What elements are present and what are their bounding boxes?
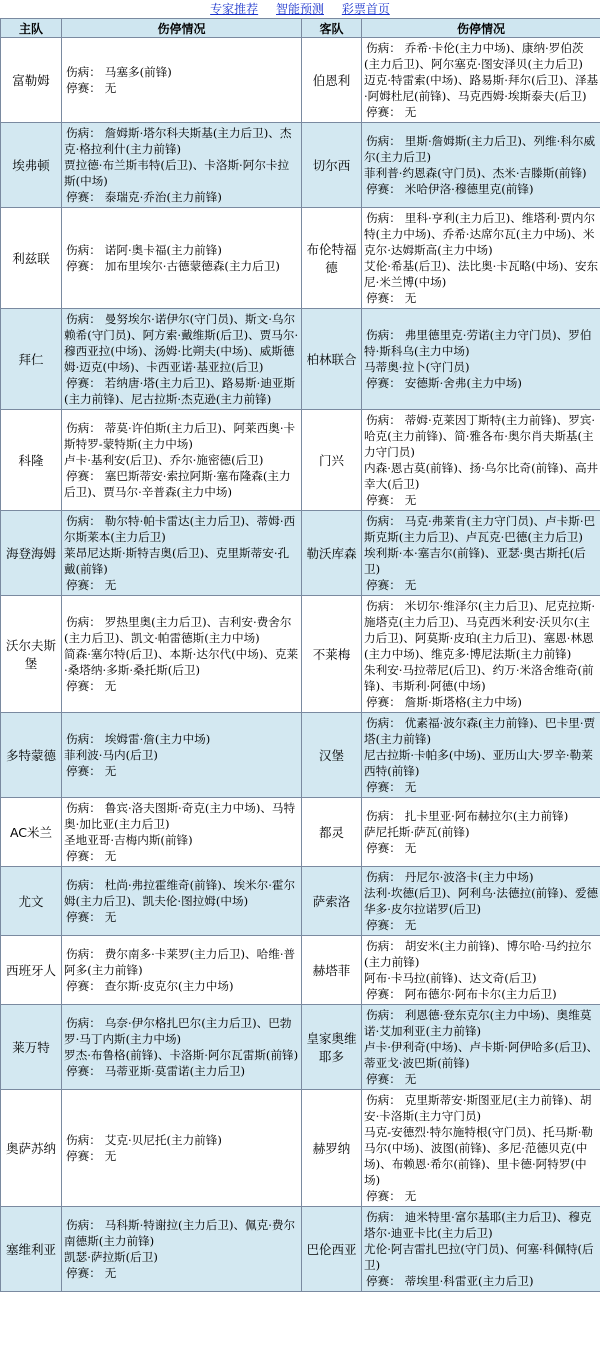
- suspension-players: 蒂埃里·科雷亚(主力后卫): [404, 1274, 534, 1288]
- injury-line: [64, 125, 300, 157]
- suspension-line: [364, 1188, 599, 1204]
- suspension-label: 停赛：: [66, 81, 101, 95]
- injury-players: 艾伦·希基(后卫)、法比奥·卡瓦略(中场)、安东尼·米兰博(中场): [364, 259, 599, 289]
- injury-line: [64, 747, 300, 763]
- injury-label: 伤病：: [366, 211, 401, 225]
- suspension-label: 停赛：: [366, 376, 401, 390]
- away-team-name: 伯恩利: [302, 38, 362, 123]
- injury-players: 丹尼尔·波洛卡(主力中场): [404, 870, 534, 884]
- home-injury-info: [62, 511, 302, 596]
- injury-players: 埃姆雷·詹(主力中场): [104, 732, 211, 746]
- suspension-label: 停赛：: [366, 291, 401, 305]
- suspension-label: 停赛：: [366, 105, 401, 119]
- injury-players: 扎卡里亚·阿布赫拉尔(主力前锋): [404, 809, 569, 823]
- away-injury-info: [362, 1090, 600, 1207]
- injury-line: [64, 1132, 300, 1148]
- header-away-team: 客队: [302, 19, 362, 38]
- suspension-line: [364, 840, 599, 856]
- header-home-info: 伤停情况: [62, 19, 302, 38]
- suspension-label: 停赛：: [366, 493, 401, 507]
- suspension-line: [64, 763, 300, 779]
- injury-players: 贾拉德·布兰斯韦特(后卫)、卡洛斯·阿尔卡拉斯(中场): [64, 158, 290, 188]
- injury-players: 克里斯蒂安·斯图亚尼(主力前锋)、胡安·卡洛斯(主力守门员): [364, 1093, 592, 1123]
- injury-players: 马蒂奥·拉卜(守门员): [364, 360, 470, 374]
- injury-line: [64, 545, 300, 577]
- injury-line: [64, 157, 300, 189]
- suspension-label: 停赛：: [66, 259, 101, 273]
- top-nav: [0, 0, 600, 18]
- suspension-label: 停赛：: [366, 1274, 401, 1288]
- suspension-label: 停赛：: [66, 679, 101, 693]
- home-injury-info: [62, 596, 302, 713]
- injury-players: 优素福·波尔森(主力前锋)、巴卡里·贾塔(主力前锋): [364, 716, 596, 746]
- home-injury-info: [62, 1207, 302, 1292]
- injury-players: 尼古拉斯·卡帕多(中场)、亚历山大·罗辛·勒莱西特(前锋): [364, 748, 593, 778]
- injury-players: 简森·塞尔特(后卫)、本斯·达尔代(中场)、克莱·桑塔纳·多斯·桑托斯(后卫): [64, 647, 299, 677]
- suspension-players: 塞巴斯蒂安·索拉阿斯·塞布隆森(主力后卫)、贾马尔·辛普森(主力中场): [64, 469, 291, 499]
- injury-players: 凯瑟·萨拉斯(后卫): [64, 1250, 158, 1264]
- home-team-name: 沃尔夫斯堡: [1, 596, 62, 713]
- suspension-players: 无: [404, 1072, 417, 1086]
- away-team-name: 汉堡: [302, 713, 362, 798]
- injury-players: 卢卡·基利安(后卫)、乔尔·施密德(后卫): [64, 453, 264, 467]
- suspension-line: [364, 1071, 599, 1087]
- home-injury-info: [62, 208, 302, 309]
- suspension-line: [364, 1273, 599, 1289]
- injury-players: 胡安米(主力前锋)、博尔哈·马约拉尔(主力前锋): [364, 939, 592, 969]
- suspension-label: 停赛：: [66, 376, 101, 390]
- suspension-players: 无: [104, 679, 117, 693]
- injury-line: [364, 133, 599, 165]
- injury-label: 伤病：: [66, 421, 101, 435]
- injury-line: [364, 210, 599, 258]
- suspension-label: 停赛：: [66, 1149, 101, 1163]
- suspension-players: 无: [404, 493, 417, 507]
- away-team-name: 不莱梅: [302, 596, 362, 713]
- table-row: [1, 936, 600, 1005]
- away-team-name: 皇家奥维耶多: [302, 1005, 362, 1090]
- injury-label: 伤病：: [66, 1218, 101, 1232]
- injury-players: 阿布·卡马拉(前锋)、达文奇(后卫): [364, 971, 537, 985]
- injury-line: [64, 946, 300, 978]
- suspension-label: 停赛：: [366, 1072, 401, 1086]
- suspension-line: [64, 375, 300, 407]
- suspension-players: 米哈伊洛·穆德里克(前锋): [404, 182, 534, 196]
- suspension-line: [64, 189, 300, 205]
- injury-players: 卢卡·伊利奇(中场)、卢卡斯·阿伊哈多(后卫)、蒂亚戈·波巴斯(前锋): [364, 1040, 599, 1070]
- home-team-name: AC米兰: [1, 798, 62, 867]
- suspension-line: [64, 909, 300, 925]
- table-header-row: [1, 19, 600, 38]
- injury-line: [364, 165, 599, 181]
- injury-label: 伤病：: [366, 599, 401, 613]
- injury-label: 伤病：: [66, 615, 101, 629]
- injury-line: [64, 1047, 300, 1063]
- away-injury-info: [362, 713, 600, 798]
- injury-line: [64, 832, 300, 848]
- injury-players: 勒尔特·帕卡雷达(主力后卫)、蒂姆·西尔斯莱本(主力后卫): [64, 514, 296, 544]
- home-team-name: 富勒姆: [1, 38, 62, 123]
- injury-players: 法利·坎德(后卫)、阿利乌·法德拉(前锋)、爱德华多·皮尔拉诺罗(后卫): [364, 886, 599, 916]
- away-team-name: 柏林联合: [302, 309, 362, 410]
- injury-line: [64, 64, 300, 80]
- injury-players: 菲利普·约恩森(守门员)、杰米·吉滕斯(前锋): [364, 166, 587, 180]
- injury-label: 伤病：: [366, 1008, 401, 1022]
- away-injury-info: [362, 936, 600, 1005]
- injury-players: 蒂姆·克莱因丁斯特(主力前锋)、罗宾·哈克(主力前锋)、简·雅各布·奥尔肖夫斯基(主力守门员): [364, 413, 596, 459]
- table-row: [1, 123, 600, 208]
- suspension-line: [364, 917, 599, 933]
- injury-label: 伤病：: [366, 1093, 401, 1107]
- injury-label: 伤病：: [366, 939, 401, 953]
- injury-line: [364, 40, 599, 72]
- injury-players: 迪米特里·富尔基耶(主力后卫)、穆克塔尔·迪亚卡比(主力后卫): [364, 1210, 592, 1240]
- injury-line: [64, 420, 300, 452]
- table-row: [1, 1207, 600, 1292]
- injury-line: [364, 72, 599, 104]
- injury-line: [64, 731, 300, 747]
- injury-players: 艾克·贝尼托(主力前锋): [104, 1133, 222, 1147]
- suspension-label: 停赛：: [366, 182, 401, 196]
- suspension-label: 停赛：: [366, 695, 401, 709]
- injury-line: [364, 359, 599, 375]
- suspension-line: [64, 80, 300, 96]
- home-team-name: 莱万特: [1, 1005, 62, 1090]
- injury-label: 伤病：: [66, 126, 101, 140]
- injury-label: 伤病：: [66, 947, 101, 961]
- table-row: [1, 410, 600, 511]
- home-team-name: 多特蒙德: [1, 713, 62, 798]
- suspension-label: 停赛：: [366, 841, 401, 855]
- injury-line: [364, 1039, 599, 1071]
- table-row: [1, 867, 600, 936]
- injury-players: 马克·弗莱肯(主力守门员)、卢卡斯·巴斯克斯(主力后卫)、卢瓦克·巴德(主力后卫): [364, 514, 596, 544]
- injury-players: 罗杰·布鲁格(前锋)、卡洛斯·阿尔瓦雷斯(前锋): [64, 1048, 299, 1062]
- injury-label: 伤病：: [66, 1016, 101, 1030]
- away-team-name: 赫塔菲: [302, 936, 362, 1005]
- injury-label: 伤病：: [366, 809, 401, 823]
- injury-players: 里科·亨利(主力后卫)、维塔利·贾内尔特(主力中场)、乔希·达席尔瓦(主力中场)、米克尔·达姆斯高(主力中场): [364, 211, 596, 257]
- injury-label: 伤病：: [366, 134, 401, 148]
- away-team-name: 都灵: [302, 798, 362, 867]
- injury-line: [364, 938, 599, 970]
- injury-line: [364, 1209, 599, 1241]
- injury-players: 蒂莫·许伯斯(主力后卫)、阿莱西奥·卡斯特罗-蒙特斯(主力中场): [64, 421, 296, 451]
- home-team-name: 埃弗顿: [1, 123, 62, 208]
- suspension-players: 无: [404, 841, 417, 855]
- injury-line: [364, 412, 599, 460]
- home-team-name: 拜仁: [1, 309, 62, 410]
- away-injury-info: [362, 511, 600, 596]
- suspension-line: [64, 468, 300, 500]
- suspension-line: [364, 104, 599, 120]
- table-row: [1, 713, 600, 798]
- injury-line: [364, 545, 599, 577]
- suspension-line: [364, 375, 599, 391]
- injury-label: 伤病：: [366, 870, 401, 884]
- away-team-name: 勒沃库森: [302, 511, 362, 596]
- away-injury-info: [362, 309, 600, 410]
- injury-players: 利恩德·登东克尔(主力中场)、奥维莫诺·艾加利亚(主力前锋): [364, 1008, 592, 1038]
- injury-line: [364, 869, 599, 885]
- injury-players: 埃利斯·本·塞吉尔(前锋)、亚瑟·奥古斯托(后卫): [364, 546, 586, 576]
- injury-label: 伤病：: [66, 878, 101, 892]
- suspension-players: 詹斯·斯塔格(主力中场): [404, 695, 522, 709]
- injury-line: [364, 1124, 599, 1188]
- suspension-players: 无: [404, 105, 417, 119]
- injury-line: [364, 715, 599, 747]
- injury-players: 费尔南多·卡莱罗(主力后卫)、哈维·普阿多(主力前锋): [64, 947, 296, 977]
- nav-link-lottery-home[interactable]: 彩票首页: [341, 2, 390, 16]
- injury-line: [364, 662, 599, 694]
- injury-line: [364, 258, 599, 290]
- home-injury-info: [62, 798, 302, 867]
- table-row: [1, 511, 600, 596]
- suspension-line: [364, 694, 599, 710]
- suspension-line: [64, 577, 300, 593]
- suspension-players: 无: [404, 1189, 417, 1203]
- home-team-name: 科隆: [1, 410, 62, 511]
- home-team-name: 塞维利亚: [1, 1207, 62, 1292]
- injury-players: 马科斯·特谢拉(主力后卫)、佩克·费尔南德斯(主力前锋): [64, 1218, 296, 1248]
- injury-line: [364, 598, 599, 662]
- nav-link-expert[interactable]: 专家推荐: [210, 2, 259, 16]
- suspension-players: 安德斯·舍弗(主力中场): [404, 376, 522, 390]
- suspension-line: [364, 577, 599, 593]
- suspension-line: [364, 290, 599, 306]
- away-injury-info: [362, 1005, 600, 1090]
- away-team-name: 赫罗纳: [302, 1090, 362, 1207]
- injury-line: [64, 311, 300, 375]
- away-injury-info: [362, 123, 600, 208]
- away-injury-info: [362, 410, 600, 511]
- table-row: [1, 208, 600, 309]
- suspension-players: 加布里埃尔·古德蒙德森(主力后卫): [104, 259, 280, 273]
- home-injury-info: [62, 410, 302, 511]
- injury-line: [364, 460, 599, 492]
- table-row: [1, 798, 600, 867]
- suspension-label: 停赛：: [366, 578, 401, 592]
- away-team-name: 门兴: [302, 410, 362, 511]
- home-injury-info: [62, 713, 302, 798]
- table-row: [1, 38, 600, 123]
- suspension-players: 无: [104, 1266, 117, 1280]
- injury-label: 伤病：: [366, 328, 401, 342]
- injury-players: 弗里德里克·劳诺(主力守门员)、罗伯特·斯科乌(主力中场): [364, 328, 592, 358]
- injury-line: [364, 1007, 599, 1039]
- suspension-line: [64, 848, 300, 864]
- suspension-label: 停赛：: [366, 780, 401, 794]
- injury-line: [64, 646, 300, 678]
- suspension-line: [64, 1063, 300, 1079]
- suspension-line: [64, 258, 300, 274]
- injury-players: 詹姆斯·塔尔科夫斯基(主力后卫)、杰克·格拉利什(主力前锋): [64, 126, 292, 156]
- table-row: [1, 1090, 600, 1207]
- away-injury-info: [362, 1207, 600, 1292]
- suspension-label: 停赛：: [66, 979, 101, 993]
- suspension-label: 停赛：: [66, 578, 101, 592]
- injury-line: [364, 747, 599, 779]
- injury-label: 伤病：: [366, 1210, 401, 1224]
- injury-label: 伤病：: [366, 413, 401, 427]
- injury-line: [364, 970, 599, 986]
- suspension-players: 阿布德尔·阿布卡尔(主力后卫): [404, 987, 557, 1001]
- injury-line: [64, 452, 300, 468]
- home-team-name: 奥萨苏纳: [1, 1090, 62, 1207]
- table-row: [1, 596, 600, 713]
- injury-label: 伤病：: [66, 312, 101, 326]
- injury-players: 乔希·卡伦(主力中场)、康纳·罗伯茨(主力后卫)、阿尔塞克·图安泽贝(主力后卫): [364, 41, 584, 71]
- injury-line: [64, 614, 300, 646]
- injury-players: 莱昂尼达斯·斯特吉奥(后卫)、克里斯蒂安·孔戴(前锋): [64, 546, 290, 576]
- suspension-label: 停赛：: [366, 918, 401, 932]
- home-team-name: 西班牙人: [1, 936, 62, 1005]
- injury-line: [64, 242, 300, 258]
- table-body: [1, 38, 600, 1292]
- suspension-players: 无: [104, 578, 117, 592]
- nav-link-prediction[interactable]: 智能预测: [275, 2, 324, 16]
- suspension-players: 马蒂亚斯·莫雷诺(主力后卫): [104, 1064, 246, 1078]
- home-team-name: 海登海姆: [1, 511, 62, 596]
- injury-line: [64, 1249, 300, 1265]
- injury-players: 鲁宾·洛夫图斯·奇克(主力中场)、马特奥·加比亚(主力后卫): [64, 801, 296, 831]
- suspension-players: 无: [404, 780, 417, 794]
- injury-line: [64, 1015, 300, 1047]
- suspension-players: 无: [104, 81, 117, 95]
- injury-label: 伤病：: [66, 243, 101, 257]
- injury-label: 伤病：: [66, 1133, 101, 1147]
- suspension-players: 泰瑞克·乔治(主力前锋): [104, 190, 222, 204]
- injury-line: [64, 513, 300, 545]
- suspension-label: 停赛：: [66, 764, 101, 778]
- injury-label: 伤病：: [366, 514, 401, 528]
- suspension-players: 无: [404, 291, 417, 305]
- suspension-label: 停赛：: [66, 1064, 101, 1078]
- away-injury-info: [362, 867, 600, 936]
- injury-players: 圣地亚哥·吉梅内斯(前锋): [64, 833, 193, 847]
- injury-label: 伤病：: [366, 716, 401, 730]
- home-injury-info: [62, 309, 302, 410]
- suspension-line: [364, 181, 599, 197]
- injury-label: 伤病：: [66, 514, 101, 528]
- suspension-players: 无: [104, 849, 117, 863]
- suspension-line: [64, 978, 300, 994]
- injury-line: [364, 1241, 599, 1273]
- suspension-players: 无: [104, 910, 117, 924]
- injury-players: 罗热里奥(主力后卫)、吉利安·费舍尔(主力后卫)、凯文·帕雷德斯(主力中场): [64, 615, 292, 645]
- injury-players: 马塞多(前锋): [104, 65, 172, 79]
- injury-players: 米切尔·维泽尔(主力后卫)、尼克拉斯·施塔克(主力后卫)、马克西米利安·沃贝尔(主力后卫)、阿莫斯·皮珀(主力后卫)、塞恩·林恩(主力中场)、维克多·博尼法斯(主力前锋): [364, 599, 596, 661]
- header-home-team: 主队: [1, 19, 62, 38]
- suspension-players: 无: [404, 578, 417, 592]
- home-injury-info: [62, 867, 302, 936]
- injury-players: 内森·恩古莫(前锋)、扬·乌尔比奇(前锋)、高井幸大(后卫): [364, 461, 599, 491]
- suspension-label: 停赛：: [66, 190, 101, 204]
- injury-label: 伤病：: [66, 801, 101, 815]
- injury-line: [364, 824, 599, 840]
- suspension-players: 无: [104, 1149, 117, 1163]
- injury-line: [364, 327, 599, 359]
- injury-label: 伤病：: [366, 41, 401, 55]
- suspension-label: 停赛：: [66, 1266, 101, 1280]
- suspension-label: 停赛：: [366, 987, 401, 1001]
- injury-line: [64, 1217, 300, 1249]
- suspension-label: 停赛：: [366, 1189, 401, 1203]
- injury-line: [64, 800, 300, 832]
- injury-line: [64, 877, 300, 909]
- suspension-players: 无: [104, 764, 117, 778]
- injury-players: 马克-安德烈·特尔施特根(守门员)、托马斯·勒马尔(中场)、波图(前锋)、多尼·范德贝克(中场)、布赖恩·希尔(前锋)、里卡德·阿特罗(中场): [364, 1125, 594, 1187]
- home-injury-info: [62, 936, 302, 1005]
- injury-line: [364, 1092, 599, 1124]
- injury-line: [364, 885, 599, 917]
- suspension-label: 停赛：: [66, 910, 101, 924]
- away-team-name: 切尔西: [302, 123, 362, 208]
- suspension-line: [364, 986, 599, 1002]
- injury-line: [364, 513, 599, 545]
- suspension-label: 停赛：: [66, 469, 101, 483]
- suspension-players: 查尔斯·皮克尔(主力中场): [104, 979, 234, 993]
- injury-players: 诺阿·奥卡福(主力前锋): [104, 243, 222, 257]
- injury-players: 曼努埃尔·诺伊尔(守门员)、斯文·乌尔赖希(守门员)、阿方索·戴维斯(后卫)、贾马尔·穆西亚拉(中场)、汤姆·比朔夫(中场)、威斯德姆·迈克(中场)、卡西亚诺·基亚拉(后卫): [64, 312, 299, 374]
- injury-players: 乌奈·伊尔格扎巴尔(主力后卫)、巴勃罗·马丁内斯(主力中场): [64, 1016, 292, 1046]
- injury-players: 杜尚·弗拉霍维奇(前锋)、埃米尔·霍尔姆(主力后卫)、凯夫伦·图拉姆(中场): [64, 878, 296, 908]
- suspension-line: [364, 492, 599, 508]
- table-row: [1, 309, 600, 410]
- injury-players: 迈克·特雷索(中场)、路易斯·拜尔(后卫)、泽基·阿姆杜尼(前锋)、马克西姆·埃斯泰夫(后卫): [364, 73, 599, 103]
- injury-table: [0, 18, 600, 1292]
- suspension-line: [64, 678, 300, 694]
- home-injury-info: [62, 38, 302, 123]
- suspension-line: [364, 779, 599, 795]
- injury-players: 萨尼托斯·萨瓦(前锋): [364, 825, 470, 839]
- away-team-name: 巴伦西亚: [302, 1207, 362, 1292]
- away-injury-info: [362, 596, 600, 713]
- suspension-line: [64, 1265, 300, 1281]
- home-team-name: 利兹联: [1, 208, 62, 309]
- injury-label: 伤病：: [66, 732, 101, 746]
- suspension-line: [64, 1148, 300, 1164]
- away-injury-info: [362, 38, 600, 123]
- home-injury-info: [62, 1090, 302, 1207]
- suspension-players: 无: [404, 918, 417, 932]
- suspension-players: 若纳唐·塔(主力后卫)、路易斯·迪亚斯(主力前锋)、尼古拉斯·杰克逊(主力前锋): [64, 376, 296, 406]
- injury-players: 里斯·詹姆斯(主力后卫)、列维·科尔威尔(主力后卫): [364, 134, 596, 164]
- injury-players: 菲利波·马内(后卫): [64, 748, 158, 762]
- suspension-label: 停赛：: [66, 849, 101, 863]
- away-team-name: 萨索洛: [302, 867, 362, 936]
- away-team-name: 布伦特福德: [302, 208, 362, 309]
- table-row: [1, 1005, 600, 1090]
- home-injury-info: [62, 123, 302, 208]
- injury-players: 尤伦·阿吉雷扎巴拉(守门员)、何塞·科佩特(后卫): [364, 1242, 594, 1272]
- injury-players: 朱利安·马拉蒂尼(后卫)、约万·米洛舍维奇(前锋)、韦斯利·阿德(中场): [364, 663, 594, 693]
- header-away-info: 伤停情况: [362, 19, 600, 38]
- home-team-name: 尤文: [1, 867, 62, 936]
- injury-line: [364, 808, 599, 824]
- injury-label: 伤病：: [66, 65, 101, 79]
- away-injury-info: [362, 208, 600, 309]
- home-injury-info: [62, 1005, 302, 1090]
- away-injury-info: [362, 798, 600, 867]
